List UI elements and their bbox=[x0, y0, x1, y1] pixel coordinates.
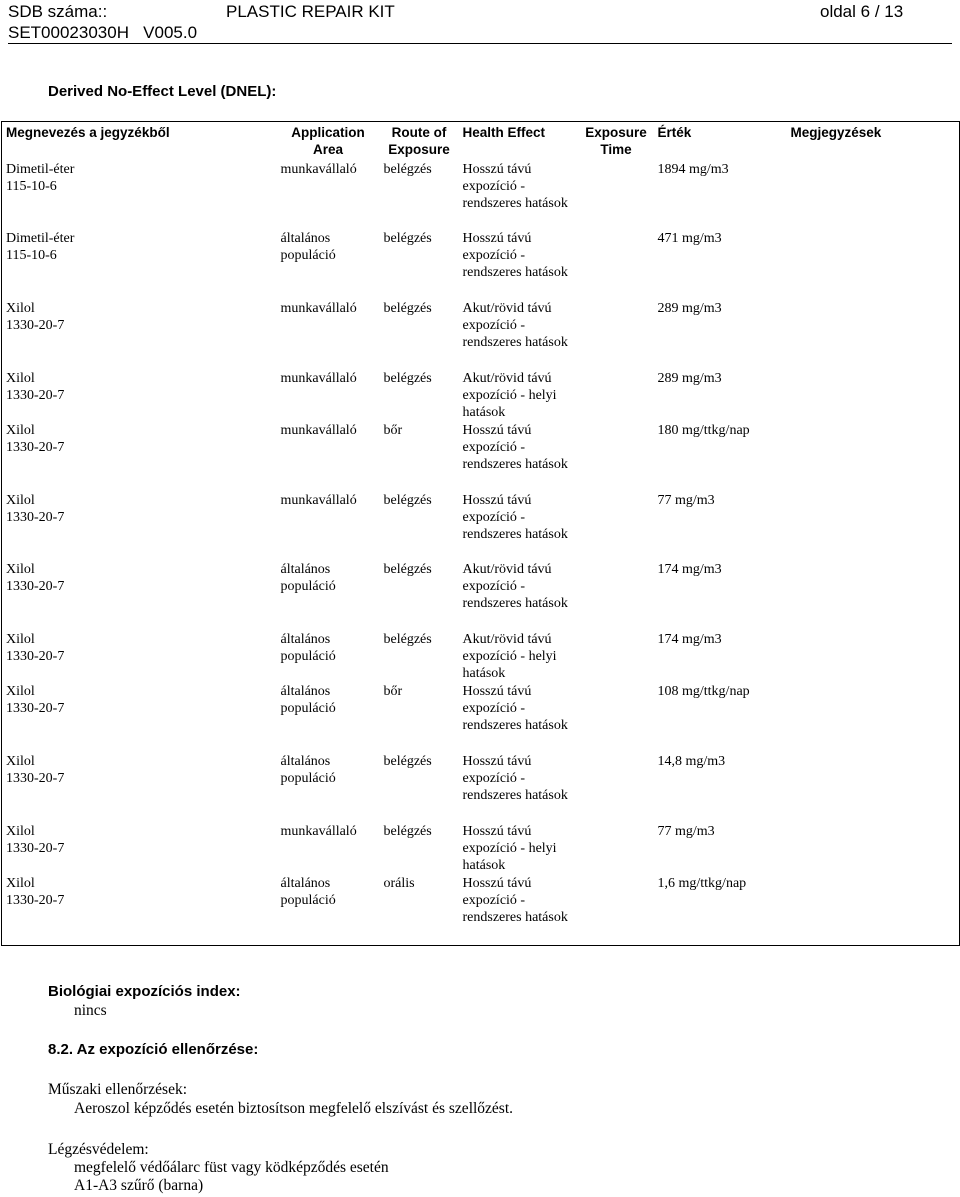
dnel-value-cell bbox=[654, 161, 787, 230]
cas-number: 1330-20-7 bbox=[6, 700, 65, 716]
route-of-exposure: bőr bbox=[383, 422, 403, 438]
route-of-exposure-cell bbox=[380, 823, 459, 875]
table-row bbox=[2, 230, 960, 300]
route-of-exposure-cell bbox=[380, 492, 459, 561]
table-row bbox=[2, 492, 960, 561]
exposure-time-cell bbox=[579, 875, 654, 946]
exposure-control-heading: 8.2. Az expozíció ellenőrzése: bbox=[48, 1041, 259, 1058]
dnel-table bbox=[1, 121, 960, 946]
sdb-number-line bbox=[8, 22, 197, 43]
route-of-exposure-cell bbox=[380, 422, 459, 492]
dnel-value: 108 mg/ttkg/nap bbox=[657, 683, 750, 699]
route-of-exposure: belégzés bbox=[383, 753, 432, 769]
table-row bbox=[2, 370, 960, 422]
exposure-time-cell bbox=[579, 300, 654, 370]
application-area-cell bbox=[277, 492, 380, 561]
cas-number: 115-10-6 bbox=[6, 178, 57, 194]
application-area-cell bbox=[277, 823, 380, 875]
substance-name-cell bbox=[2, 561, 277, 631]
route-of-exposure: belégzés bbox=[383, 492, 432, 508]
dnel-value-cell bbox=[654, 230, 787, 300]
application-area-cell bbox=[277, 631, 380, 683]
dnel-value: 174 mg/m3 bbox=[657, 631, 722, 647]
application-area-cell bbox=[277, 753, 380, 823]
exposure-time-cell bbox=[579, 561, 654, 631]
substance-name: Xilol bbox=[6, 300, 35, 316]
cas-number: 1330-20-7 bbox=[6, 317, 65, 333]
substance-name-cell bbox=[2, 823, 277, 875]
route-of-exposure-cell bbox=[380, 561, 459, 631]
route-of-exposure-cell bbox=[380, 875, 459, 946]
route-of-exposure: bőr bbox=[383, 683, 403, 699]
application-area-cell bbox=[277, 875, 380, 946]
table-row bbox=[2, 300, 960, 370]
col-name-header: Megnevezés a jegyzékből bbox=[6, 125, 170, 140]
dnel-value-cell bbox=[654, 823, 787, 875]
exposure-time-cell bbox=[579, 683, 654, 753]
substance-name: Xilol bbox=[6, 422, 35, 438]
remarks-cell bbox=[787, 823, 960, 875]
dnel-value-cell bbox=[654, 561, 787, 631]
route-of-exposure-cell bbox=[380, 753, 459, 823]
health-effect: Hosszú távú expozíció - rendszeres hatások bbox=[462, 492, 568, 543]
dnel-value-cell bbox=[654, 492, 787, 561]
col-application-area-header: Application Area bbox=[291, 125, 365, 158]
remarks-cell bbox=[787, 875, 960, 946]
dnel-value: 14,8 mg/m3 bbox=[657, 753, 726, 769]
exposure-time-cell bbox=[579, 823, 654, 875]
remarks-cell bbox=[787, 230, 960, 300]
substance-name-cell bbox=[2, 370, 277, 422]
route-of-exposure: belégzés bbox=[383, 370, 432, 386]
dnel-value: 1894 mg/m3 bbox=[657, 161, 729, 177]
table-row bbox=[2, 823, 960, 875]
application-area: általános populáció bbox=[280, 683, 336, 716]
substance-name: Xilol bbox=[6, 492, 35, 508]
substance-name: Xilol bbox=[6, 875, 35, 891]
health-effect: Akut/rövid távú expozíció - helyi hatások bbox=[462, 370, 557, 421]
health-effect-cell bbox=[459, 492, 579, 561]
sdb-label: SDB száma:: bbox=[8, 2, 108, 21]
col-value-header: Érték bbox=[657, 125, 692, 140]
substance-name: Xilol bbox=[6, 561, 35, 577]
col-remarks-header: Megjegyzések bbox=[790, 125, 882, 140]
health-effect-cell bbox=[459, 823, 579, 875]
dnel-value-cell bbox=[654, 300, 787, 370]
dnel-value: 289 mg/m3 bbox=[657, 370, 722, 386]
application-area-cell bbox=[277, 161, 380, 230]
respiratory-protection-label: Légzésvédelem: bbox=[48, 1141, 149, 1158]
version: V005.0 bbox=[143, 23, 198, 42]
health-effect-cell bbox=[459, 230, 579, 300]
dnel-value: 289 mg/m3 bbox=[657, 300, 722, 316]
exposure-time-cell bbox=[579, 230, 654, 300]
dnel-value-cell bbox=[654, 422, 787, 492]
cas-number: 1330-20-7 bbox=[6, 840, 65, 856]
dnel-value: 77 mg/m3 bbox=[657, 823, 715, 839]
exposure-time-cell bbox=[579, 753, 654, 823]
route-of-exposure-cell bbox=[380, 161, 459, 230]
route-of-exposure-cell bbox=[380, 631, 459, 683]
cas-number: 1330-20-7 bbox=[6, 509, 65, 525]
health-effect-cell bbox=[459, 875, 579, 946]
health-effect: Akut/rövid távú expozíció - rendszeres hatások bbox=[462, 300, 568, 351]
health-effect-cell bbox=[459, 300, 579, 370]
dnel-title: Derived No-Effect Level (DNEL): bbox=[48, 83, 277, 100]
cas-number: 1330-20-7 bbox=[6, 770, 65, 786]
respiratory-protection-line-2: A1-A3 szűrő (barna) bbox=[74, 1177, 204, 1194]
substance-name: Xilol bbox=[6, 753, 35, 769]
application-area-cell bbox=[277, 422, 380, 492]
health-effect: Hosszú távú expozíció - rendszeres hatások bbox=[462, 230, 568, 281]
health-effect-cell bbox=[459, 370, 579, 422]
health-effect: Hosszú távú expozíció - rendszeres hatások bbox=[462, 422, 568, 473]
health-effect: Hosszú távú expozíció - rendszeres hatások bbox=[462, 875, 568, 926]
health-effect: Akut/rövid távú expozíció - helyi hatások bbox=[462, 631, 557, 682]
sdb-number: SET00023030H bbox=[8, 23, 129, 42]
application-area: munkavállaló bbox=[280, 492, 357, 508]
application-area: munkavállaló bbox=[280, 823, 357, 839]
health-effect-cell bbox=[459, 683, 579, 753]
dnel-value: 77 mg/m3 bbox=[657, 492, 715, 508]
health-effect: Hosszú távú expozíció - rendszeres hatások bbox=[462, 753, 568, 804]
exposure-time-cell bbox=[579, 631, 654, 683]
exposure-time-cell bbox=[579, 161, 654, 230]
dnel-value: 1,6 mg/ttkg/nap bbox=[657, 875, 747, 891]
substance-name: Xilol bbox=[6, 631, 35, 647]
route-of-exposure-cell bbox=[380, 683, 459, 753]
substance-name-cell bbox=[2, 875, 277, 946]
application-area: általános populáció bbox=[280, 875, 336, 908]
health-effect-cell bbox=[459, 161, 579, 230]
table-row bbox=[2, 753, 960, 823]
application-area-cell bbox=[277, 370, 380, 422]
health-effect: Hosszú távú expozíció - rendszeres hatások bbox=[462, 161, 568, 212]
substance-name-cell bbox=[2, 161, 277, 230]
health-effect: Hosszú távú expozíció - helyi hatások bbox=[462, 823, 557, 874]
cas-number: 1330-20-7 bbox=[6, 387, 65, 403]
substance-name-cell bbox=[2, 753, 277, 823]
table-row bbox=[2, 875, 960, 946]
substance-name-cell bbox=[2, 300, 277, 370]
remarks-cell bbox=[787, 631, 960, 683]
table-row bbox=[2, 683, 960, 753]
respiratory-protection-line-1: megfelelő védőálarc füst vagy ködképződés esetén bbox=[74, 1159, 389, 1176]
remarks-cell bbox=[787, 561, 960, 631]
remarks-cell bbox=[787, 300, 960, 370]
exposure-time-cell bbox=[579, 422, 654, 492]
health-effect: Hosszú távú expozíció - rendszeres hatások bbox=[462, 683, 568, 734]
cas-number: 115-10-6 bbox=[6, 247, 57, 263]
route-of-exposure: orális bbox=[383, 875, 415, 891]
application-area-cell bbox=[277, 300, 380, 370]
dnel-value-cell bbox=[654, 631, 787, 683]
dnel-value-cell bbox=[654, 875, 787, 946]
cas-number: 1330-20-7 bbox=[6, 439, 65, 455]
application-area: munkavállaló bbox=[280, 370, 357, 386]
application-area-cell bbox=[277, 683, 380, 753]
dnel-header-row bbox=[2, 122, 960, 161]
col-health-effect-header: Health Effect bbox=[462, 125, 546, 140]
route-of-exposure: belégzés bbox=[383, 161, 432, 177]
remarks-cell bbox=[787, 683, 960, 753]
health-effect-cell bbox=[459, 422, 579, 492]
application-area: munkavállaló bbox=[280, 300, 357, 316]
health-effect-cell bbox=[459, 753, 579, 823]
route-of-exposure: belégzés bbox=[383, 230, 432, 246]
route-of-exposure: belégzés bbox=[383, 631, 432, 647]
substance-name: Dimetil-éter bbox=[6, 161, 75, 177]
application-area: munkavállaló bbox=[280, 422, 357, 438]
table-row bbox=[2, 161, 960, 230]
route-of-exposure: belégzés bbox=[383, 823, 432, 839]
route-of-exposure-cell bbox=[380, 370, 459, 422]
biological-index-heading: Biológiai expozíciós index: bbox=[48, 983, 241, 1000]
exposure-time-cell bbox=[579, 492, 654, 561]
product-name: PLASTIC REPAIR KIT bbox=[226, 2, 395, 21]
application-area-cell bbox=[277, 230, 380, 300]
table-row bbox=[2, 561, 960, 631]
dnel-value-cell bbox=[654, 683, 787, 753]
table-row bbox=[2, 631, 960, 683]
substance-name: Xilol bbox=[6, 683, 35, 699]
exposure-time-cell bbox=[579, 370, 654, 422]
cas-number: 1330-20-7 bbox=[6, 578, 65, 594]
remarks-cell bbox=[787, 753, 960, 823]
dnel-table-body bbox=[2, 161, 960, 946]
substance-name: Dimetil-éter bbox=[6, 230, 75, 246]
substance-name-cell bbox=[2, 631, 277, 683]
remarks-cell bbox=[787, 422, 960, 492]
page-info: oldal 6 / 13 bbox=[820, 2, 904, 21]
substance-name: Xilol bbox=[6, 370, 35, 386]
remarks-cell bbox=[787, 492, 960, 561]
application-area: általános populáció bbox=[280, 753, 336, 786]
table-row bbox=[2, 422, 960, 492]
health-effect-cell bbox=[459, 631, 579, 683]
health-effect-cell bbox=[459, 561, 579, 631]
dnel-value-cell bbox=[654, 370, 787, 422]
application-area: általános populáció bbox=[280, 561, 336, 594]
remarks-cell bbox=[787, 161, 960, 230]
col-exposure-time-header: Exposure Time bbox=[585, 125, 647, 158]
application-area-cell bbox=[277, 561, 380, 631]
dnel-value: 174 mg/m3 bbox=[657, 561, 722, 577]
dnel-value-cell bbox=[654, 753, 787, 823]
application-area: munkavállaló bbox=[280, 161, 357, 177]
route-of-exposure-cell bbox=[380, 230, 459, 300]
dnel-value: 471 mg/m3 bbox=[657, 230, 722, 246]
biological-index-value: nincs bbox=[74, 1002, 107, 1019]
health-effect: Akut/rövid távú expozíció - rendszeres hatások bbox=[462, 561, 568, 612]
application-area: általános populáció bbox=[280, 631, 336, 664]
substance-name-cell bbox=[2, 230, 277, 300]
technical-controls-label: Műszaki ellenőrzések: bbox=[48, 1081, 188, 1098]
substance-name-cell bbox=[2, 422, 277, 492]
substance-name-cell bbox=[2, 492, 277, 561]
substance-name-cell bbox=[2, 683, 277, 753]
col-route-header: Route of Exposure bbox=[388, 125, 450, 158]
document-header bbox=[8, 0, 952, 44]
cas-number: 1330-20-7 bbox=[6, 892, 65, 908]
dnel-value: 180 mg/ttkg/nap bbox=[657, 422, 750, 438]
technical-controls-text: Aeroszol képződés esetén biztosítson megfelelő elszívást és szellőzést. bbox=[74, 1100, 514, 1117]
cas-number: 1330-20-7 bbox=[6, 648, 65, 664]
route-of-exposure-cell bbox=[380, 300, 459, 370]
route-of-exposure: belégzés bbox=[383, 561, 432, 577]
substance-name: Xilol bbox=[6, 823, 35, 839]
remarks-cell bbox=[787, 370, 960, 422]
application-area: általános populáció bbox=[280, 230, 336, 263]
route-of-exposure: belégzés bbox=[383, 300, 432, 316]
